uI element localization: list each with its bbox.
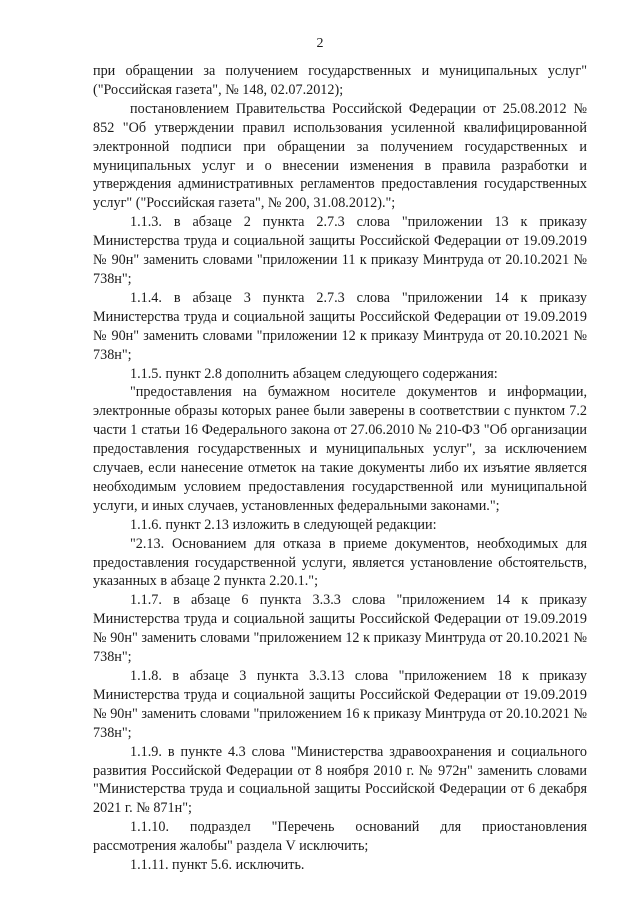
paragraph-1-1-6: 1.1.6. пункт 2.13 изложить в следующей редакции: — [130, 516, 437, 533]
paragraph-1-1-3: 1.1.3. в абзаце 2 пункта 2.7.3 слова "приложении 13 к приказу Министерства труда и социальной защиты Российской Федерации от 19.09.2019 № 90н" заменить словами "приложении 11 к приказу Минтруда от 20.10.2021 № 738н"; — [93, 214, 587, 287]
paragraph-1-1-5: 1.1.5. пункт 2.8 дополнить абзацем следующего содержания: — [130, 365, 498, 382]
paragraph-quote-2-8: "предоставления на бумажном носителе документов и информации, электронные образы которых ранее были заверены в соответствии с пунктом 7.2 части 1 статьи 16 Федерального закона от 27.06.2010 № 210-ФЗ "Об организации предоставления государственных и муниципальных услуг", за исключением случаев, если нанесение отметок на такие документы либо их изъятие является необходимым условием предоставления государственной или муниципальной услуги, и иных случаев, установленных федеральными законами."; — [93, 384, 587, 514]
document-body — [93, 62, 587, 875]
paragraph-1-1-10: 1.1.10. подраздел "Перечень оснований для приостановления рассмотрения жалобы" раздела V исключить; — [93, 819, 587, 855]
page-number: 2 — [316, 36, 324, 51]
paragraph-1-1-4: 1.1.4. в абзаце 3 пункта 2.7.3 слова "приложении 14 к приказу Министерства труда и социальной защиты Российской Федерации от 19.09.2019 № 90н" заменить словами "приложении 12 к приказу Минтруда от 20.10.2021 № 738н"; — [93, 289, 587, 363]
paragraph-1-1-8: 1.1.8. в абзаце 3 пункта 3.3.13 слова "приложением 18 к приказу Министерства труда и социальной защиты Российской Федерации от 19.09.2019 № 90н" заменить словами "приложением 16 к приказу Минтруда от 20.10.2021 № 738н"; — [93, 668, 587, 741]
paragraph-1-1-9: 1.1.9. в пункте 4.3 слова "Министерства здравоохранения и социального развития Российской Федерации от 8 ноября 2010 г. № 972н" заменить словами "Министерства труда и социальной защиты Российской Федерации от 6 декабря 2021 г. № 871н"; — [93, 743, 587, 817]
paragraph-1-1-7: 1.1.7. в абзаце 6 пункта 3.3.3 слова "приложением 14 к приказу Министерства труда и социальной защиты Российской Федерации от 19.09.2019 № 90н" заменить словами "приложением 12 к приказу Минтруда от 20.10.2021 № 738н"; — [93, 592, 587, 666]
paragraph-continuation: при обращении за получением государственных и муниципальных услуг" ("Российская газета", № 148, 02.07.2012); — [93, 63, 587, 98]
paragraph-1-1-11: 1.1.11. пункт 5.6. исключить. — [130, 857, 305, 874]
paragraph-decree-852: постановлением Правительства Российской Федерации от 25.08.2012 № 852 "Об утверждении правил использования усиленной квалифицированной электронной подписи при обращении за получением государственных и муниципальных услуг и о внесении изменения в правила разработки и утверждения административных регламентов предоставления государственных услуг" ("Российская газета", № 200, 31.08.2012)."; — [93, 100, 587, 212]
paragraph-quote-2-13: "2.13. Основанием для отказа в приеме документов, необходимых для предоставления государственной услуги, является установление обстоятельств, указанных в абзаце 2 пункта 2.20.1."; — [93, 535, 587, 590]
